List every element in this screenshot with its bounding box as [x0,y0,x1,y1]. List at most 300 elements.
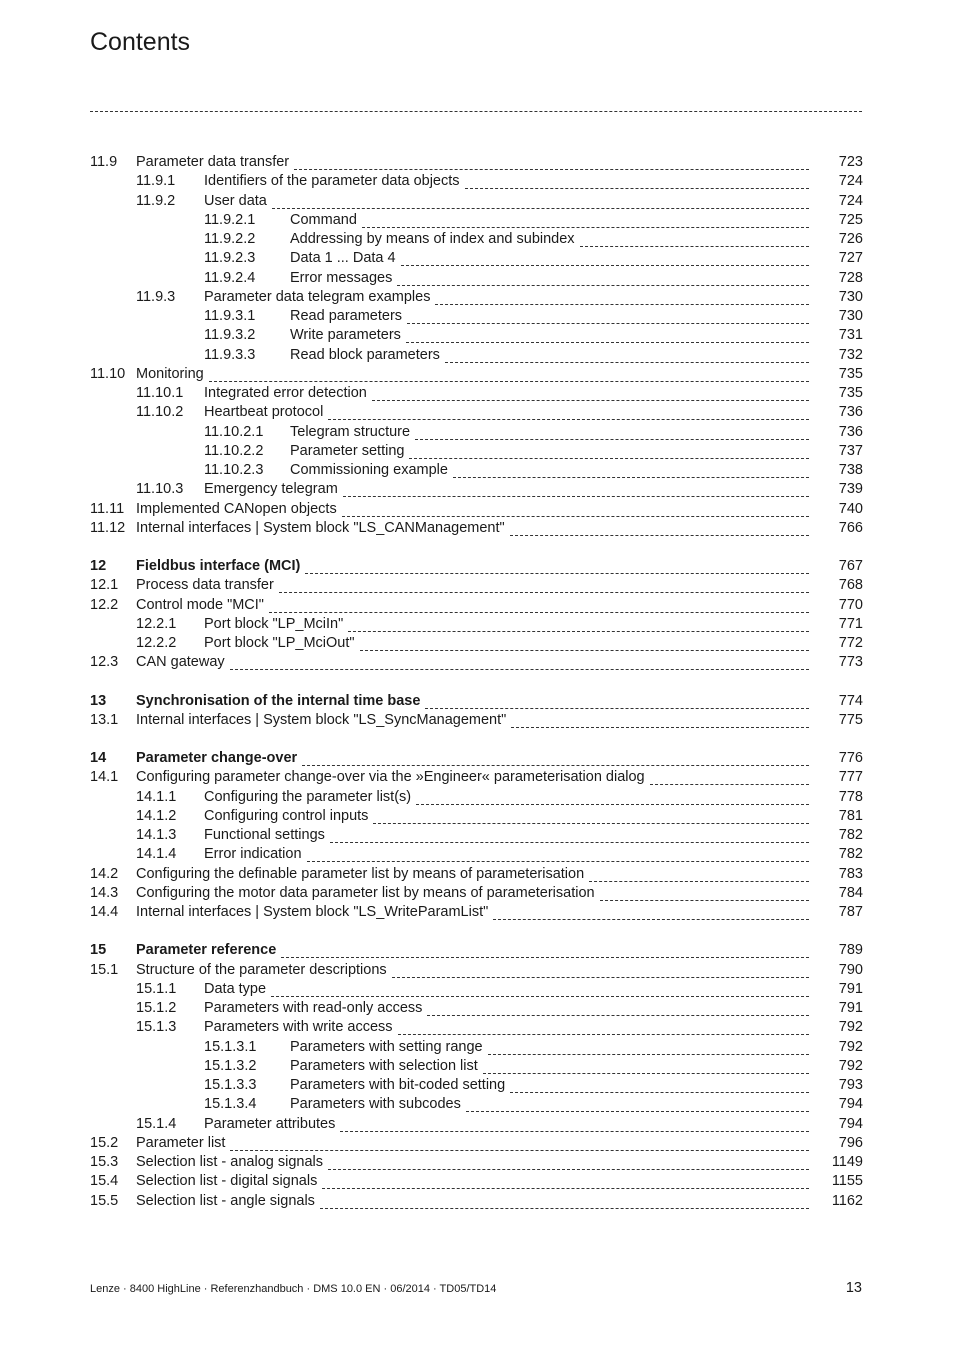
toc-entry-page: 735 [838,385,863,401]
toc-leader-dashes [406,342,809,343]
toc-entry-page: 792 [838,1019,863,1036]
toc-entry-page: 787 [838,904,863,920]
toc-entry-title: Parameters with write access [204,1019,393,1036]
toc-entry-title: Parameter data transfer [136,154,290,170]
toc-entry-title: Monitoring [136,365,204,382]
toc-entry-title-line [204,1018,809,1037]
toc-entry-number: 14.3 [90,884,119,901]
toc-entry-number: 11.9.2.1 [204,211,256,228]
toc-entry-title-line [290,211,809,230]
toc-entry-number: 11.9.3 [136,288,176,305]
toc-entry[interactable] [90,423,863,442]
toc-entry[interactable] [90,326,863,345]
toc-leader-dashes [600,900,809,901]
toc-entry-number: 11.9.2.2 [204,231,256,247]
toc-entry-number: 15.1.1 [136,980,177,997]
toc-entry-page: 782 [838,846,863,863]
toc-entry-page: 736 [838,423,863,440]
toc-entry[interactable] [90,519,863,538]
toc-entry-title: Configuring parameter change-over via the »Engineer« parameterisation dialog [136,769,645,786]
toc-entry-title: Functional settings [204,827,325,843]
toc-entry-page: 728 [838,269,863,286]
toc-entry-number: 14.1.4 [136,846,177,863]
toc-entry[interactable] [90,307,863,326]
toc-entry-title-line [204,807,809,826]
toc-leader-dashes [465,188,809,189]
toc-entry-page: 737 [838,442,863,459]
toc-entry-number: 11.9.3.2 [204,327,256,344]
toc-entry-number: 11.9.1 [136,173,176,190]
toc-entry[interactable] [90,903,863,922]
toc-leader-dashes [230,1150,809,1151]
toc-entry-page: 796 [838,1134,863,1151]
toc-entry-title-line [136,1153,809,1172]
toc-entry-page: 792 [838,1057,863,1074]
toc-leader-dashes [372,400,809,401]
toc-entry-title: Parameters with selection list [290,1057,478,1074]
toc-entry-number: 15.1.3.4 [204,1096,257,1113]
toc-entry-title: Structure of the parameter descriptions [136,961,387,978]
toc-entry-title: Configuring control inputs [204,807,369,824]
toc-entry-number: 14.1.1 [136,788,177,805]
toc-entry-page: 778 [838,788,863,805]
toc-entry-number: 11.9.2.3 [204,250,256,267]
toc-entry-title-line [136,749,809,768]
toc-entry-page: 1162 [831,1192,863,1209]
toc-entry-title-line [290,307,809,326]
toc-entry-page: 739 [838,481,863,498]
toc-entry-title-line [204,634,809,653]
toc-chapter-entry[interactable] [90,749,863,768]
toc-entry-title: Data type [204,980,267,997]
toc-entry-title-line [290,1076,809,1095]
toc-entry-title: Synchronisation of the internal time base [136,692,421,709]
toc-leader-dashes [407,323,809,324]
toc-entry[interactable] [90,480,863,499]
toc-entry-number: 14.2 [90,865,119,882]
toc-entry-number: 15.3 [90,1154,119,1170]
toc-entry-page: 727 [838,250,863,267]
toc-entry-title-line [136,768,809,787]
toc-chapter-entry[interactable] [90,557,863,576]
toc-entry-page: 781 [838,807,863,824]
toc-entry-page: 777 [838,769,863,786]
toc-entry[interactable] [90,845,863,864]
toc-entry[interactable] [90,153,863,172]
toc-entry-page: 736 [838,404,863,421]
toc-entry[interactable] [90,788,863,807]
toc-entry-number: 12.2.1 [136,615,177,632]
toc-entry-title-line [136,961,809,980]
toc-entry-title: Emergency telegram [204,481,338,498]
toc-leader-dashes [445,362,809,363]
toc-entry-title: Integrated error detection [204,385,367,401]
toc-entry-title: Selection list - angle signals [136,1192,315,1209]
toc-entry-title-line [204,480,809,499]
toc-entry-page: 726 [838,231,863,247]
toc-entry-title-line [136,1192,809,1211]
toc-entry-number: 14 [90,750,107,766]
toc-entry[interactable] [90,288,863,307]
toc-entry[interactable] [90,615,863,634]
toc-leader-dashes [269,612,809,613]
toc-entry-title-line [290,249,809,268]
toc-entry-number: 14.4 [90,904,119,920]
toc-leader-dashes [307,861,809,862]
toc-entry-number: 15.1 [90,961,119,978]
toc-leader-dashes [330,842,809,843]
toc-entry[interactable] [90,365,863,384]
toc-entry-page: 783 [838,865,863,882]
toc-entry-title: Port block "LP_MciIn" [204,615,344,632]
toc-entry-page: 782 [838,827,863,843]
toc-entry-title-line [290,1095,809,1114]
toc-entry-page: 776 [838,750,863,766]
toc-leader-dashes [373,823,809,824]
toc-entry-title-line [290,461,809,480]
toc-entry[interactable] [90,384,863,403]
toc-entry-number: 11.11 [90,500,125,517]
toc-leader-dashes [281,957,809,958]
toc-entry-title: Error messages [290,269,393,286]
toc-entry[interactable] [90,172,863,191]
toc-leader-dashes [398,1034,809,1035]
toc-entry-number: 15.5 [90,1192,119,1209]
toc-entry-number: 15.1.3 [136,1019,177,1036]
toc-entry-number: 15 [90,942,107,959]
toc-entry-page: 724 [838,173,863,190]
toc-entry-number: 12.1 [90,577,119,594]
toc-entry-title-line [204,845,809,864]
toc-entry-page: 784 [838,884,863,901]
toc-leader-dashes [483,1073,809,1074]
toc-leader-dashes [209,381,809,382]
toc-entry-title-line [204,288,809,307]
toc-entry-title: Read parameters [290,308,403,324]
toc-leader-dashes [435,304,809,305]
toc-entry-page: 772 [838,635,863,651]
toc-entry-title-line [204,826,809,845]
toc-entry-title-line [136,903,809,922]
toc-leader-dashes [589,881,809,882]
toc-leader-dashes [271,996,809,997]
toc-entry[interactable] [90,980,863,999]
toc-entry[interactable] [90,634,863,653]
toc-entry[interactable] [90,1153,863,1172]
toc-entry-title: Error indication [204,846,302,863]
toc-entry-title-line [136,519,809,538]
toc-leader-dashes [348,631,809,632]
toc-entry-title-line [204,403,809,422]
toc-entry-title: Parameters with setting range [290,1038,483,1055]
toc-chapter-entry[interactable] [90,941,863,960]
toc-entry-number: 11.10.2.1 [204,423,264,440]
toc-entry-page: 740 [838,500,863,517]
table-of-contents [90,153,863,1211]
toc-entry-title-line [290,423,809,442]
toc-entry-page: 732 [838,346,863,363]
toc-entry-title: Process data transfer [136,577,274,594]
toc-entry-title-line [204,384,809,403]
toc-entry-title: Command [290,211,357,228]
toc-entry-page: 794 [838,1096,863,1113]
toc-entry[interactable] [90,826,863,845]
toc-leader-dashes [488,1054,809,1055]
toc-entry-title-line [290,1057,809,1076]
toc-leader-dashes [342,516,809,517]
toc-leader-dashes [279,592,809,593]
page-title: Contents [90,28,191,56]
toc-entry-page: 738 [838,462,863,478]
toc-entry-page: 730 [838,288,863,305]
toc-entry-title-line [136,884,809,903]
toc-entry-title-line [290,442,809,461]
toc-entry-number: 13 [90,692,107,709]
toc-entry-title-line [136,711,809,730]
toc-entry-title: Configuring the motor data parameter list by means of parameterisation [136,884,595,901]
toc-entry-title: Implemented CANopen objects [136,500,337,517]
toc-entry[interactable] [90,249,863,268]
toc-entry-title-line [136,596,809,615]
toc-leader-dashes [328,419,809,420]
toc-entry-title: Parameters with read-only access [204,1000,423,1016]
toc-leader-dashes [650,784,809,785]
toc-entry-title: Addressing by means of index and subindex [290,231,575,247]
toc-leader-dashes [427,1015,809,1016]
toc-entry-number: 11.10 [90,365,126,382]
toc-entry-title-line [204,615,809,634]
toc-leader-dashes [362,227,809,228]
toc-entry-number: 11.9 [90,154,118,170]
toc-entry-page: 724 [838,192,863,209]
toc-leader-dashes [397,285,809,286]
toc-entry-page: 1149 [831,1154,863,1170]
toc-entry[interactable] [90,596,863,615]
toc-entry-title-line [290,230,809,249]
toc-entry-page: 768 [838,577,863,594]
toc-entry-page: 771 [838,615,863,632]
toc-entry[interactable] [90,1172,863,1191]
toc-entry-page: 774 [838,692,863,709]
toc-leader-dashes [302,765,809,766]
toc-leader-dashes [343,496,809,497]
toc-leader-dashes [453,477,809,478]
toc-leader-dashes [328,1169,809,1170]
toc-entry-number: 12 [90,558,107,574]
toc-entry[interactable] [90,211,863,230]
toc-entry[interactable] [90,269,863,288]
toc-entry-title: Internal interfaces | System block "LS_CANManagement" [136,519,505,536]
toc-entry-title: Control mode "MCI" [136,596,264,613]
toc-entry[interactable] [90,1057,863,1076]
toc-entry-number: 11.9.3.3 [204,346,256,363]
toc-entry-page: 775 [838,711,863,728]
toc-entry-title-line [136,500,809,519]
toc-entry[interactable] [90,865,863,884]
toc-leader-dashes [580,246,809,247]
toc-entry-page: 792 [838,1038,863,1055]
toc-entry[interactable] [90,230,863,249]
toc-entry-title: CAN gateway [136,654,225,671]
toc-entry-number: 15.1.2 [136,1000,177,1016]
toc-entry[interactable] [90,1192,863,1211]
toc-entry-number: 14.1 [90,769,119,786]
toc-entry-title: Commissioning example [290,462,448,478]
toc-entry[interactable] [90,653,863,672]
toc-entry-page: 725 [838,211,863,228]
toc-entry[interactable] [90,999,863,1018]
toc-entry[interactable] [90,1076,863,1095]
toc-entry-title: Selection list - digital signals [136,1173,318,1190]
toc-leader-dashes [392,977,809,978]
toc-leader-dashes [416,804,809,805]
toc-entry[interactable] [90,1115,863,1134]
toc-leader-dashes [305,573,809,574]
toc-entry-number: 11.12 [90,519,126,536]
toc-entry-title-line [136,557,809,576]
toc-entry[interactable] [90,807,863,826]
toc-entry[interactable] [90,500,863,519]
toc-entry-title: Fieldbus interface (MCI) [136,558,301,574]
toc-entry[interactable] [90,884,863,903]
toc-entry-title-line [204,172,809,191]
toc-entry-number: 15.2 [90,1134,119,1151]
toc-entry[interactable] [90,1095,863,1114]
toc-entry[interactable] [90,442,863,461]
toc-entry-number: 15.1.3.1 [204,1038,257,1055]
toc-entry-title: Telegram structure [290,423,411,440]
toc-leader-dashes [511,727,809,728]
toc-leader-dashes [401,265,809,266]
toc-entry-number: 11.10.3 [136,481,184,498]
toc-leader-dashes [466,1111,809,1112]
toc-entry[interactable] [90,961,863,980]
toc-entry-number: 11.10.1 [136,385,184,401]
toc-entry-title-line [136,941,809,960]
toc-chapter-entry[interactable] [90,692,863,711]
toc-entry-title: User data [204,192,267,209]
toc-entry-title-line [290,269,809,288]
toc-entry-title: Parameters with bit-coded setting [290,1077,506,1093]
toc-entry-title: Parameter list [136,1134,226,1151]
toc-entry-number: 12.2 [90,596,119,613]
footer-document-info: Lenze · 8400 HighLine · Referenzhandbuch · DMS 10.0 EN · 06/2014 · TD05/TD14 [90,1283,497,1295]
toc-entry-page: 730 [838,308,863,324]
toc-entry-number: 11.9.2 [136,192,176,209]
toc-entry-title-line [136,1134,809,1153]
toc-entry[interactable] [90,711,863,730]
toc-entry-title-line [136,653,809,672]
toc-entry-title-line [290,346,809,365]
toc-entry-title: Internal interfaces | System block "LS_WriteParamList" [136,904,489,920]
toc-leader-dashes [493,919,809,920]
footer-page-number: 13 [845,1280,862,1296]
toc-entry-page: 735 [838,365,863,382]
toc-leader-dashes [409,458,809,459]
toc-entry-title-line [136,692,809,711]
toc-entry[interactable] [90,192,863,211]
toc-entry-number: 11.9.3.1 [204,308,256,324]
toc-entry-number: 12.2.2 [136,635,177,651]
toc-entry[interactable] [90,1038,863,1057]
toc-entry-title-line [136,1172,809,1191]
toc-entry-page: 723 [838,154,863,170]
toc-entry-title: Configuring the parameter list(s) [204,788,412,805]
toc-entry[interactable] [90,1134,863,1153]
toc-leader-dashes [340,1131,809,1132]
toc-entry-title: Identifiers of the parameter data objects [204,173,460,190]
toc-leader-dashes [322,1188,809,1189]
toc-entry-number: 14.1.2 [136,807,177,824]
toc-entry-title-line [136,153,809,172]
toc-entry-number: 14.1.3 [136,827,177,843]
toc-entry-title-line [204,192,809,211]
toc-entry-page: 731 [838,327,863,344]
toc-leader-dashes [510,1092,809,1093]
toc-leader-dashes [272,208,809,209]
toc-entry-page: 791 [838,980,863,997]
toc-leader-dashes [415,439,809,440]
toc-entry-title-line [136,576,809,595]
toc-entry-title: Selection list - analog signals [136,1154,323,1170]
toc-entry-number: 11.10.2 [136,404,184,421]
toc-entry-page: 1155 [831,1173,863,1190]
toc-entry[interactable] [90,346,863,365]
toc-entry-title-line [290,1038,809,1057]
toc-leader-dashes [510,535,809,536]
toc-leader-dashes [230,669,809,670]
toc-leader-dashes [425,708,809,709]
toc-entry-title-line [204,999,809,1018]
toc-entry-title: Parameter reference [136,942,277,959]
toc-entry-number: 15.4 [90,1173,119,1190]
toc-leader-dashes [294,169,809,170]
toc-entry-title-line [204,1115,809,1134]
toc-entry-number: 15.1.3.2 [204,1057,257,1074]
toc-entry-page: 770 [838,596,863,613]
toc-entry-page: 766 [838,519,863,536]
toc-entry[interactable] [90,576,863,595]
toc-entry-number: 11.9.2.4 [204,269,256,286]
toc-entry-title: Parameters with subcodes [290,1096,461,1113]
toc-entry-page: 789 [838,942,863,959]
header-divider [90,111,862,112]
toc-entry-title: Port block "LP_MciOut" [204,635,355,651]
toc-entry-title-line [204,788,809,807]
toc-entry[interactable] [90,1018,863,1037]
toc-entry-number: 15.1.3.3 [204,1077,257,1093]
toc-entry-title-line [204,980,809,999]
toc-entry-title: Internal interfaces | System block "LS_SyncManagement" [136,711,507,728]
toc-entry-title: Configuring the definable parameter list by means of parameterisation [136,865,585,882]
toc-entry[interactable] [90,461,863,480]
toc-entry-number: 12.3 [90,654,119,671]
toc-entry-number: 15.1.4 [136,1115,177,1132]
toc-entry-page: 773 [838,654,863,671]
toc-entry-page: 791 [838,1000,863,1016]
toc-entry-title: Parameter change-over [136,750,298,766]
toc-entry-page: 793 [838,1077,863,1093]
toc-entry[interactable] [90,403,863,422]
toc-entry-title: Parameter attributes [204,1115,336,1132]
toc-entry-title-line [136,865,809,884]
toc-entry[interactable] [90,768,863,787]
toc-entry-title: Data 1 ... Data 4 [290,250,396,267]
toc-entry-title: Heartbeat protocol [204,404,324,421]
toc-leader-dashes [360,650,809,651]
toc-entry-title: Write parameters [290,327,401,344]
toc-entry-title: Parameter setting [290,442,405,459]
